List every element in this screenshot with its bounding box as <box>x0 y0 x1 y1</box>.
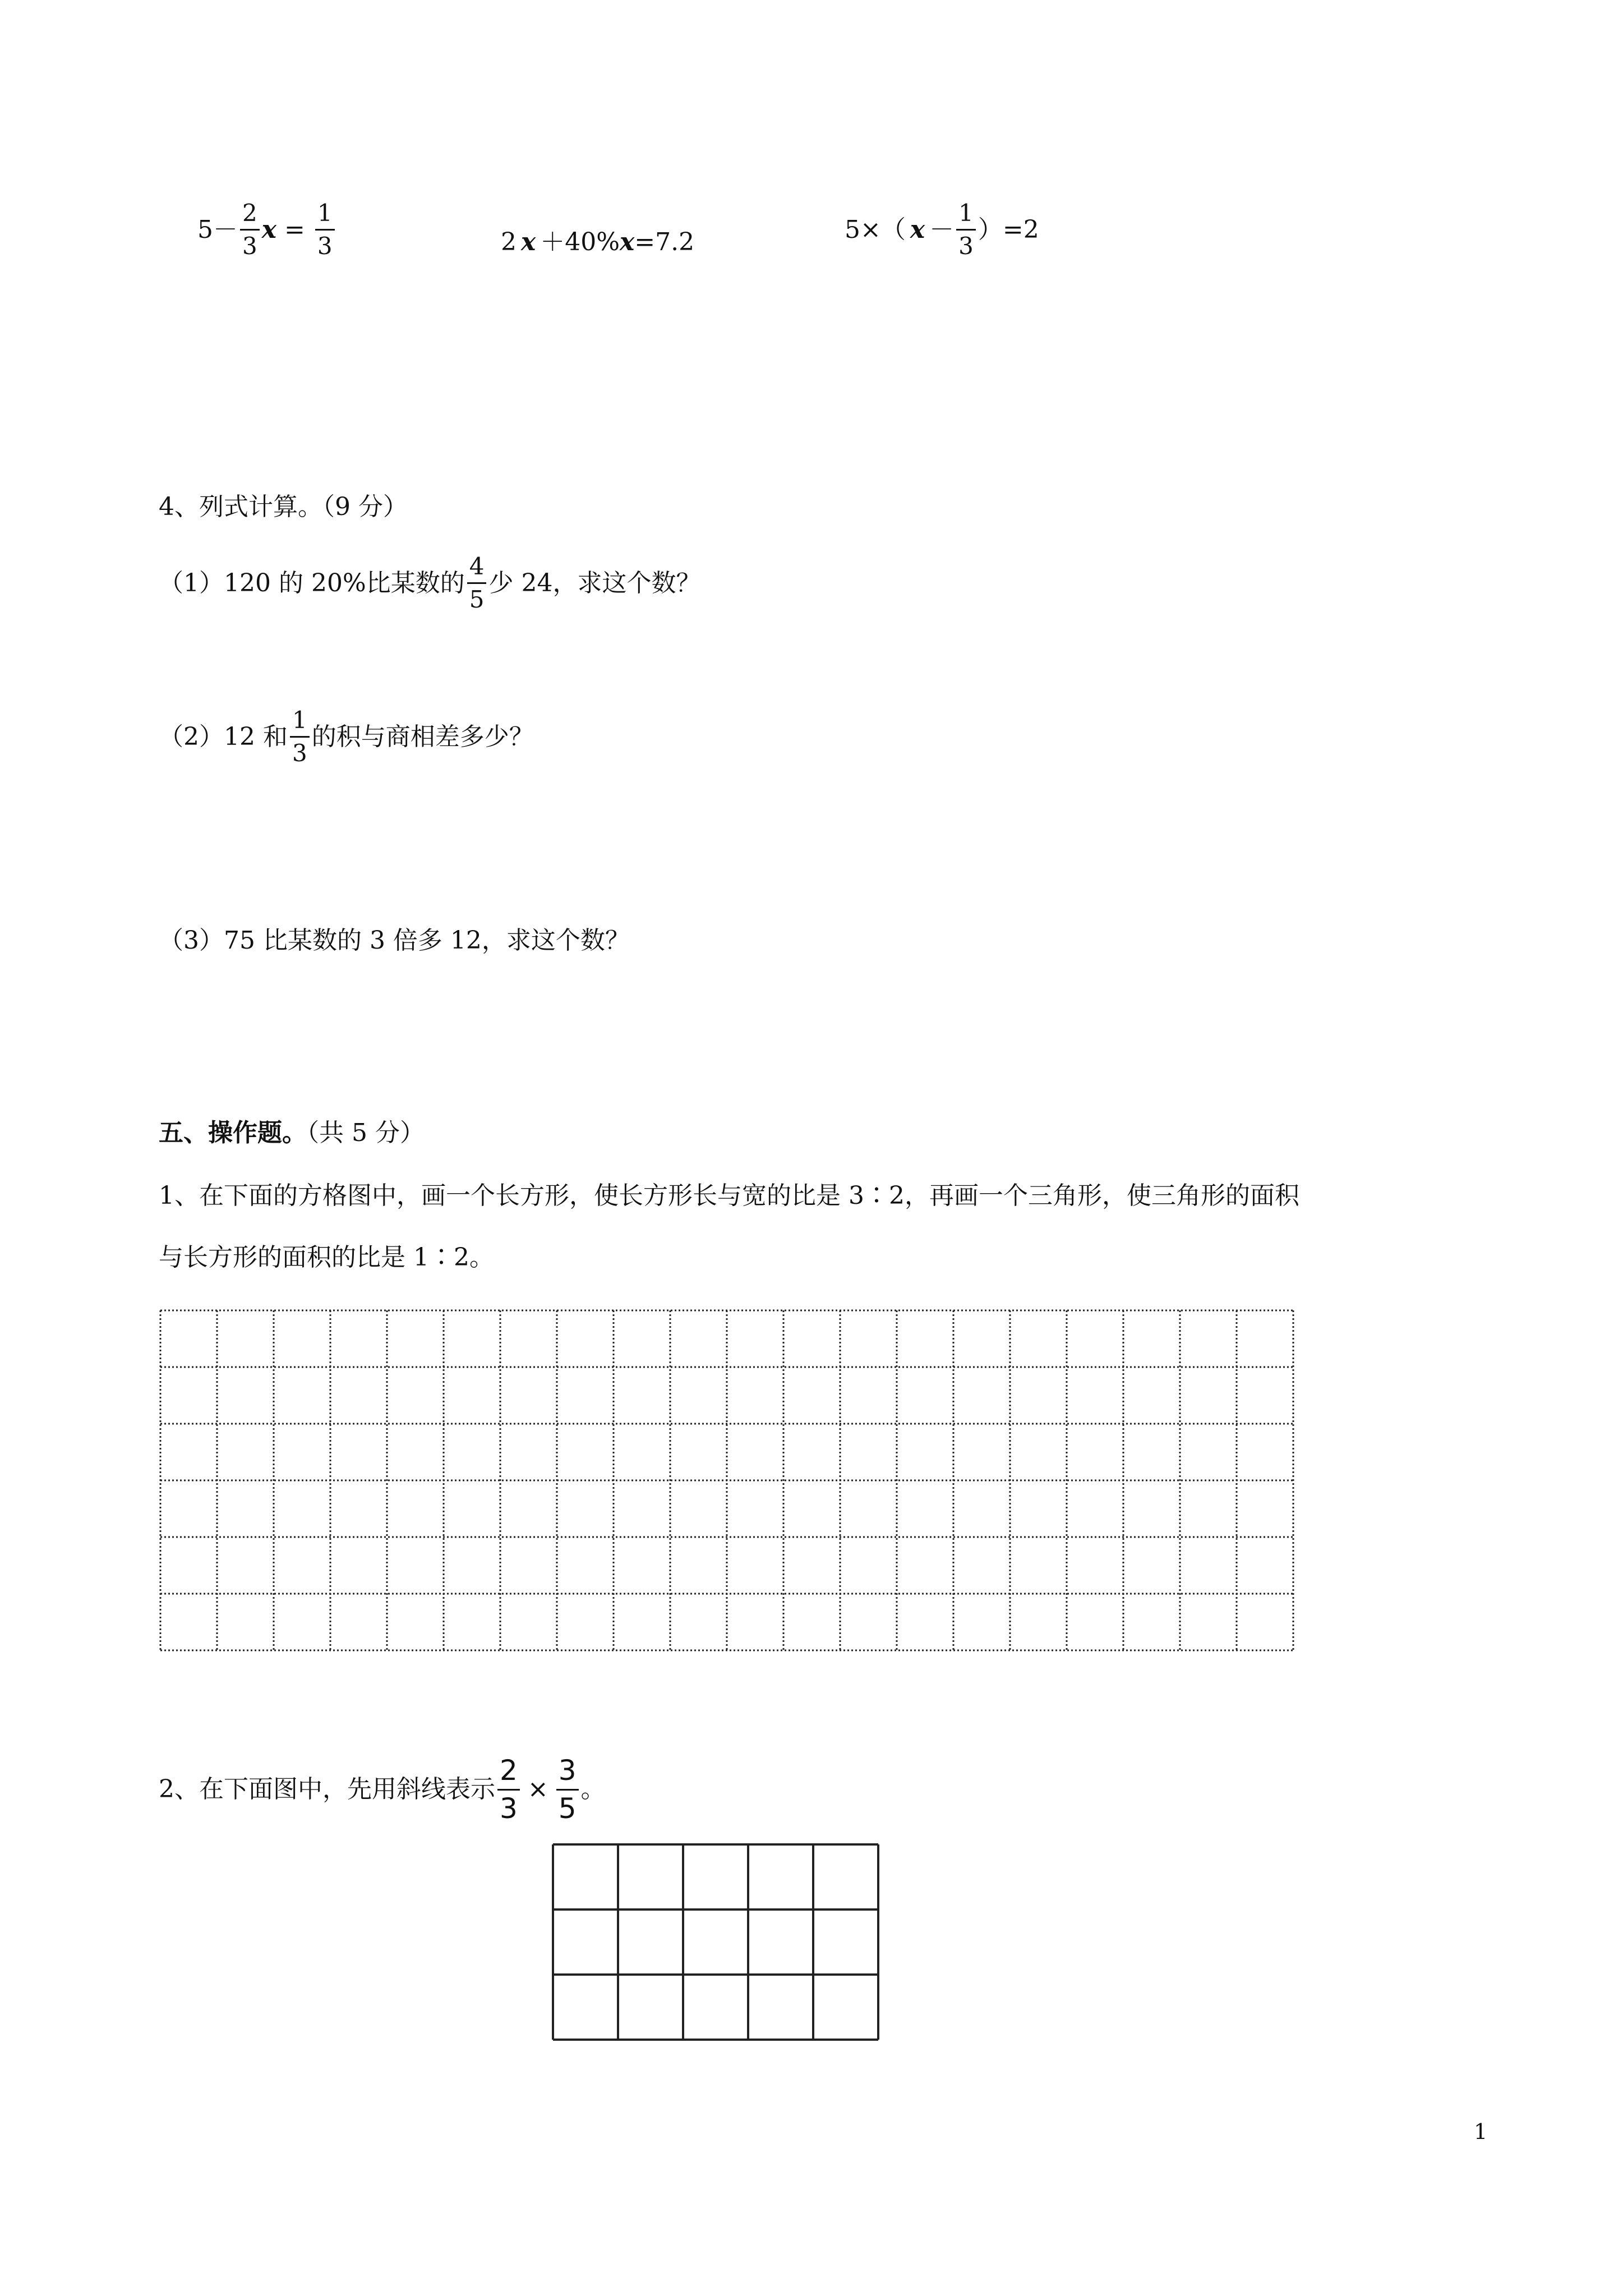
q5-2-op: × <box>527 1775 548 1803</box>
q5-2-f2-den: 5 <box>558 1792 577 1825</box>
section-4-question-2 <box>159 708 534 766</box>
eq3-fraction <box>956 201 976 259</box>
section-5-title-rest: （共 5 分） <box>307 1119 425 1147</box>
q5-2-f2-num: 3 <box>556 1756 579 1791</box>
eq1-frac-den: 3 <box>242 232 257 260</box>
q5-2-f1-num: 2 <box>497 1756 520 1791</box>
eq3-frac-num: 1 <box>956 201 976 231</box>
eq2-var1: x <box>521 228 536 256</box>
section-5-title <box>159 1121 425 1145</box>
q2-pre: （2）12 和 <box>159 722 288 751</box>
q2-post: 的积与商相差多少？ <box>311 722 534 751</box>
section-4-title: 4、列式计算。（9 分） <box>159 493 408 521</box>
q5-2-f1-den: 3 <box>500 1792 518 1825</box>
eq3-b: － <box>929 215 955 244</box>
q5-2-post: 。 <box>580 1775 606 1803</box>
section-5-title-bold: 五、操作题。 <box>159 1119 307 1147</box>
q2-frac-num: 1 <box>290 708 310 738</box>
q1-frac-num: 4 <box>467 554 487 584</box>
equation-1 <box>197 201 337 259</box>
q1-pre: （1）120 的 20%比某数的 <box>159 568 465 597</box>
q2-frac-den: 3 <box>292 739 307 767</box>
eq1-lead: 5－ <box>197 215 238 244</box>
eq2-c: =7.2 <box>634 228 695 256</box>
eq1-rhs-fraction <box>315 201 335 259</box>
eq3-a: 5×（ <box>845 215 906 244</box>
q1-frac-den: 5 <box>469 586 485 614</box>
page-number: 1 <box>1474 2119 1488 2144</box>
section-4-question-3: （3）75 比某数的 3 倍多 12，求这个数？ <box>159 926 630 955</box>
eq1-rhs-num: 1 <box>315 201 335 231</box>
q2-fraction <box>290 708 310 766</box>
section-5-q1-line1: 1、在下面的方格图中，画一个长方形，使长方形长与宽的比是 3∶2，再画一个三角形，使三角形的面积 <box>159 1181 1299 1210</box>
dotted-square-grid <box>159 1309 1295 1668</box>
section-5-question-2 <box>159 1756 606 1823</box>
q5-2-fraction-1 <box>497 1756 520 1823</box>
eq2-a: 2 <box>501 228 517 256</box>
q5-2-fraction-2 <box>556 1756 579 1823</box>
section-4-question-1 <box>159 554 700 612</box>
equation-3 <box>845 201 1039 259</box>
eq3-c: ）=2 <box>978 215 1039 244</box>
eq3-frac-den: 3 <box>958 232 974 260</box>
eq2-var2: x <box>620 228 635 256</box>
fraction-rectangle-grid <box>551 1843 880 2041</box>
equation-2 <box>501 230 694 255</box>
eq3-var: x <box>910 215 925 244</box>
eq2-b: ＋40% <box>540 228 620 256</box>
q1-post: 少 24，求这个数？ <box>488 568 701 597</box>
q1-fraction <box>467 554 487 612</box>
eq1-equals: = <box>276 215 313 244</box>
eq1-rhs-den: 3 <box>317 232 333 260</box>
eq1-frac-num: 2 <box>240 201 260 231</box>
q5-2-pre: 2、在下面图中，先用斜线表示 <box>159 1775 495 1803</box>
eq1-var: x <box>261 215 276 244</box>
eq1-fraction <box>240 201 260 259</box>
section-5-q1-line2: 与长方形的面积的比是 1∶2。 <box>159 1243 494 1272</box>
